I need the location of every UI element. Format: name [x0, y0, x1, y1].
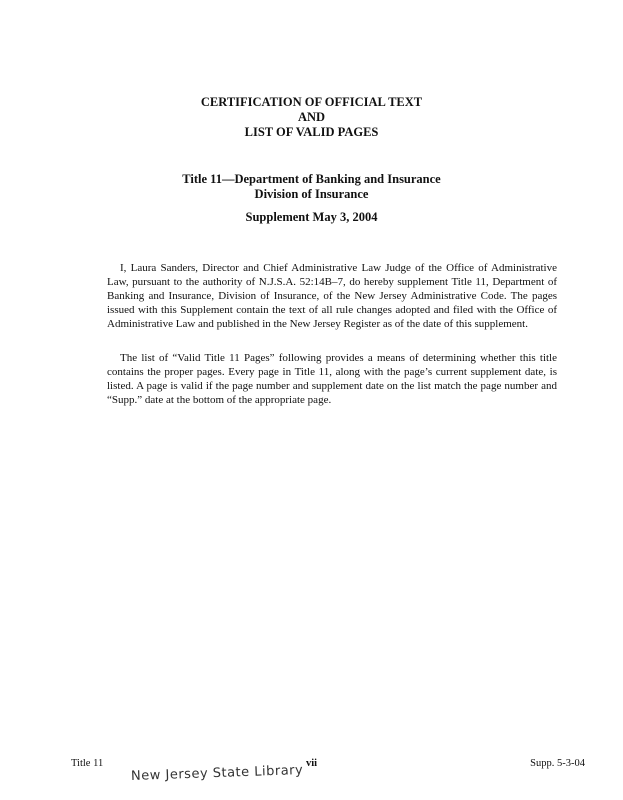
title-line-2: Division of Insurance	[254, 187, 369, 201]
footer-title: Title 11	[71, 758, 104, 769]
certification-heading	[0, 95, 623, 140]
library-stamp: New Jersey State Library	[130, 762, 304, 785]
heading-line-3: LIST OF VALID PAGES	[244, 125, 379, 139]
footer-page-number: vii	[305, 758, 318, 769]
body-paragraph-1: I, Laura Sanders, Director and Chief Administrative Law Judge of the Office of Administrative Law, pursuant to the authority of N.J.S.A. 52:14B–7, do hereby supplement Title 11, Department of Banking and Insurance, Division of Insurance, of the New Jersey Administrative Code. The pages issued with this Supplement contain the text of all rule changes adopted and filed with the Office of Administrative Law and published in the New Jersey Register as of the date of this supplement.	[107, 262, 557, 330]
supplement-date-heading: Supplement May 3, 2004	[245, 210, 378, 224]
heading-line-2: AND	[297, 110, 326, 124]
title-line-1: Title 11—Department of Banking and Insurance	[182, 172, 441, 186]
title-heading	[0, 172, 623, 202]
heading-line-1: CERTIFICATION OF OFFICIAL TEXT	[200, 95, 423, 109]
footer-supplement-date: Supp. 5-3-04	[530, 758, 585, 769]
body-paragraph-2: The list of “Valid Title 11 Pages” following provides a means of determining whether this title contains the proper pages. Every page in Title 11, along with the page’s current supplement date, is listed. A page is valid if the page number and supplement date on the list match the page number and “Supp.” date at the bottom of the appropriate page.	[107, 352, 557, 406]
